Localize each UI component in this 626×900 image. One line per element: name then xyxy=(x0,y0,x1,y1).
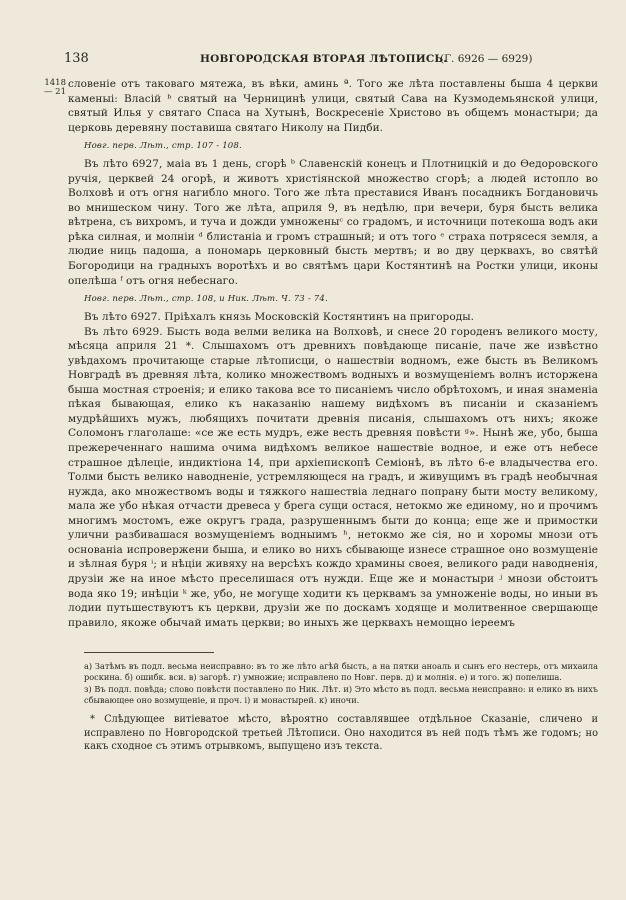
page-number: 138 xyxy=(64,51,89,66)
footnote-rule xyxy=(84,652,214,653)
header-years: (Г. 6926 — 6929) xyxy=(440,53,533,65)
source-reference-2: Новг. перв. Лѣт., стр. 108, и Ник. Лѣт. Ч. 73 - 74. xyxy=(84,294,328,305)
paragraph-1: словеніе отъ таковаго мятежа, въ вѣки, аминь ª. Того же лѣта поставлены быша 4 церкви каменыі: Власій ᵇ святый на Черницинѣ улици, святый Сава на Кузмодемьянской улици, святый Илья у святаго Спаса на Хутынѣ, Воскресеніе Христово въ общемъ монастыри; да церковь деревяну поставиша святаго Николу на Пидби. xyxy=(68,78,598,134)
running-header xyxy=(60,52,600,66)
source-reference-1: Новг. перв. Лѣт., стр. 107 - 108. xyxy=(84,141,242,152)
main-text xyxy=(68,77,598,630)
apparatus-note-2: з) Въ подл. повѣда; слово повѣсти поставлено по Ник. Лѣт. и) Это мѣсто въ подл. весьма неисправно: и елико въ нихъ сбывающее оно возмущеніе, и проч. і) и монастырей. к) иночи. xyxy=(84,683,598,705)
paragraph-3: Въ лѣто 6927. Пріѣхалъ князь Московскій Костянтинъ на пригороды. xyxy=(84,311,475,324)
apparatus-note-1: а) Затѣмъ въ подл. весьма неисправно: въ то же лѣто агѣй бысть, а на пятки аноаль и сынъ его нестерь, отъ михаила роскина. б) ошибк. вси. в) загорѣ. г) умножиe; исправлено по Новг. перв. д) и молнія. е) и того. ж) попелиша. xyxy=(84,661,598,683)
margin-year-note: 1418 — 21 xyxy=(43,78,66,97)
footnote-text: * Слѣдующее витіеватое мѣсто, вѣроятно составлявшее отдѣльное Сказаніе, сличено и исправлено по Новгородской третьей Лѣтописи. Оно находится въ ней подъ тѣмъ же годомъ; но какъ сходное съ этимъ отрывкомъ, выпущено изъ текста. xyxy=(84,714,598,753)
critical-apparatus xyxy=(84,661,598,706)
footnote xyxy=(84,713,598,754)
paragraph-4: Въ лѣто 6929. Бысть вода велми велика на Волховѣ, и снесе 20 городенъ великого мосту, мѣсяца априля 21 *. Слышахомъ отъ древнихъ повѣдающе писаніе, паче же извѣстно увѣдахомъ прочитающе старые лѣтописци, о нашествіи водномъ, еже бысть въ Великомъ Новградѣ въ древняя лѣта, колико множествомъ водныхъ и возмущеніемъ волнъ исторжена быша мостная строенія; и елико такова все то писаніемъ число обрѣтохомъ, и иная знаменіа пѣкая бывающая, елико къ наказанію нашему видѣхомъ въ писаніи и сказаніемъ мудрѣйшихъ мужъ, любящихъ почитати древнія писанія, слышахомъ отъ нихъ; якоже Соломонъ глаголаше: «се же есть мудръ, еже весть древняя повѣсти ᵍ». Нынѣ же, убо, быша прежереченнаго нашима очима видѣхомъ великое нашествіе водное, и еже отъ небесе страшное дѣлеціе, индиктіона 14, при архіепископѣ Семіонѣ, въ лѣто 6-е владычества его. Толми бысть велико наводненіе, устремляющеся на градъ, и живущимъ въ градѣ необычная нужда, ако множествомъ воды и тяжкого нашествіа леднаго попрану быти мосту великому, мала же убо нѣкая отчасти древеса у брега сущи остася, нетокмо же единому, но и прочимъ многимъ мостомъ, еже округъ града, разрушеннымъ быти до конца; еще же и примостки улични разбивашася возмущеніемъ водныимъ ʰ, нетокмо же сія, но и хоромы мнози отъ основаніа испровержени быша, и елико во нихъ сбывающе изнесе страшное оно возмущеніе и зѣлная буря ⁱ; и нѣціи живяху на версѣхъ кождо храмины своея, великого ради наводненія, друзіи же на иное мѣсто преселишася отъ нужди. Еще же и монастыри ʲ мнози обстоитъ вода яко 19; инѣціи ᵏ же, убо, не могуще ходити къ церквамъ за умноженіе воды, но иныи въ лодии путьшествуютъ къ церкви, друзіи же по доскамъ ходяще и молитвенное свершающе правило, якоже обычай имать церкви; во иныхъ же церквахъ немощно іереемъ xyxy=(68,325,598,629)
running-title: НОВГОРОДСКАЯ ВТОРАЯ ЛѢТОПИСЬ. xyxy=(200,53,448,65)
paragraph-2: Въ лѣто 6927, маіа въ 1 день, сгорѣ ᵇ Славенскій конецъ и Плотницкій и до Ѳедоровского ручія, церквей 24 огорѣ, и животъ христіянской множество сгорѣ; а людей истопло во Волховѣ и отъ огня нагибло много. Того же лѣта преставися Иванъ посадникъ Богдановичь во мнишеском чину. Того же лѣта, априля 9, въ недѣлю, при вечери, буря бысть велика вѣтрена, съ вихромъ, и туча и дожди умноженыᶜ со градомъ, и источници потекоша водъ аки рѣка силная, и молніи ᵈ блистаніа и громъ страшный; и отъ того ᵉ страха потрясеся земля, а людие ниць падоша, а пономарь церковный бысть мертвъ; и во дву церквахъ, во святѣй Богородици на градныхъ воротѣхъ и во святѣмъ цари Костянтинѣ на Ростки улици, иконы опелѣша ᶠ отъ огня небеснаго. xyxy=(68,158,598,287)
